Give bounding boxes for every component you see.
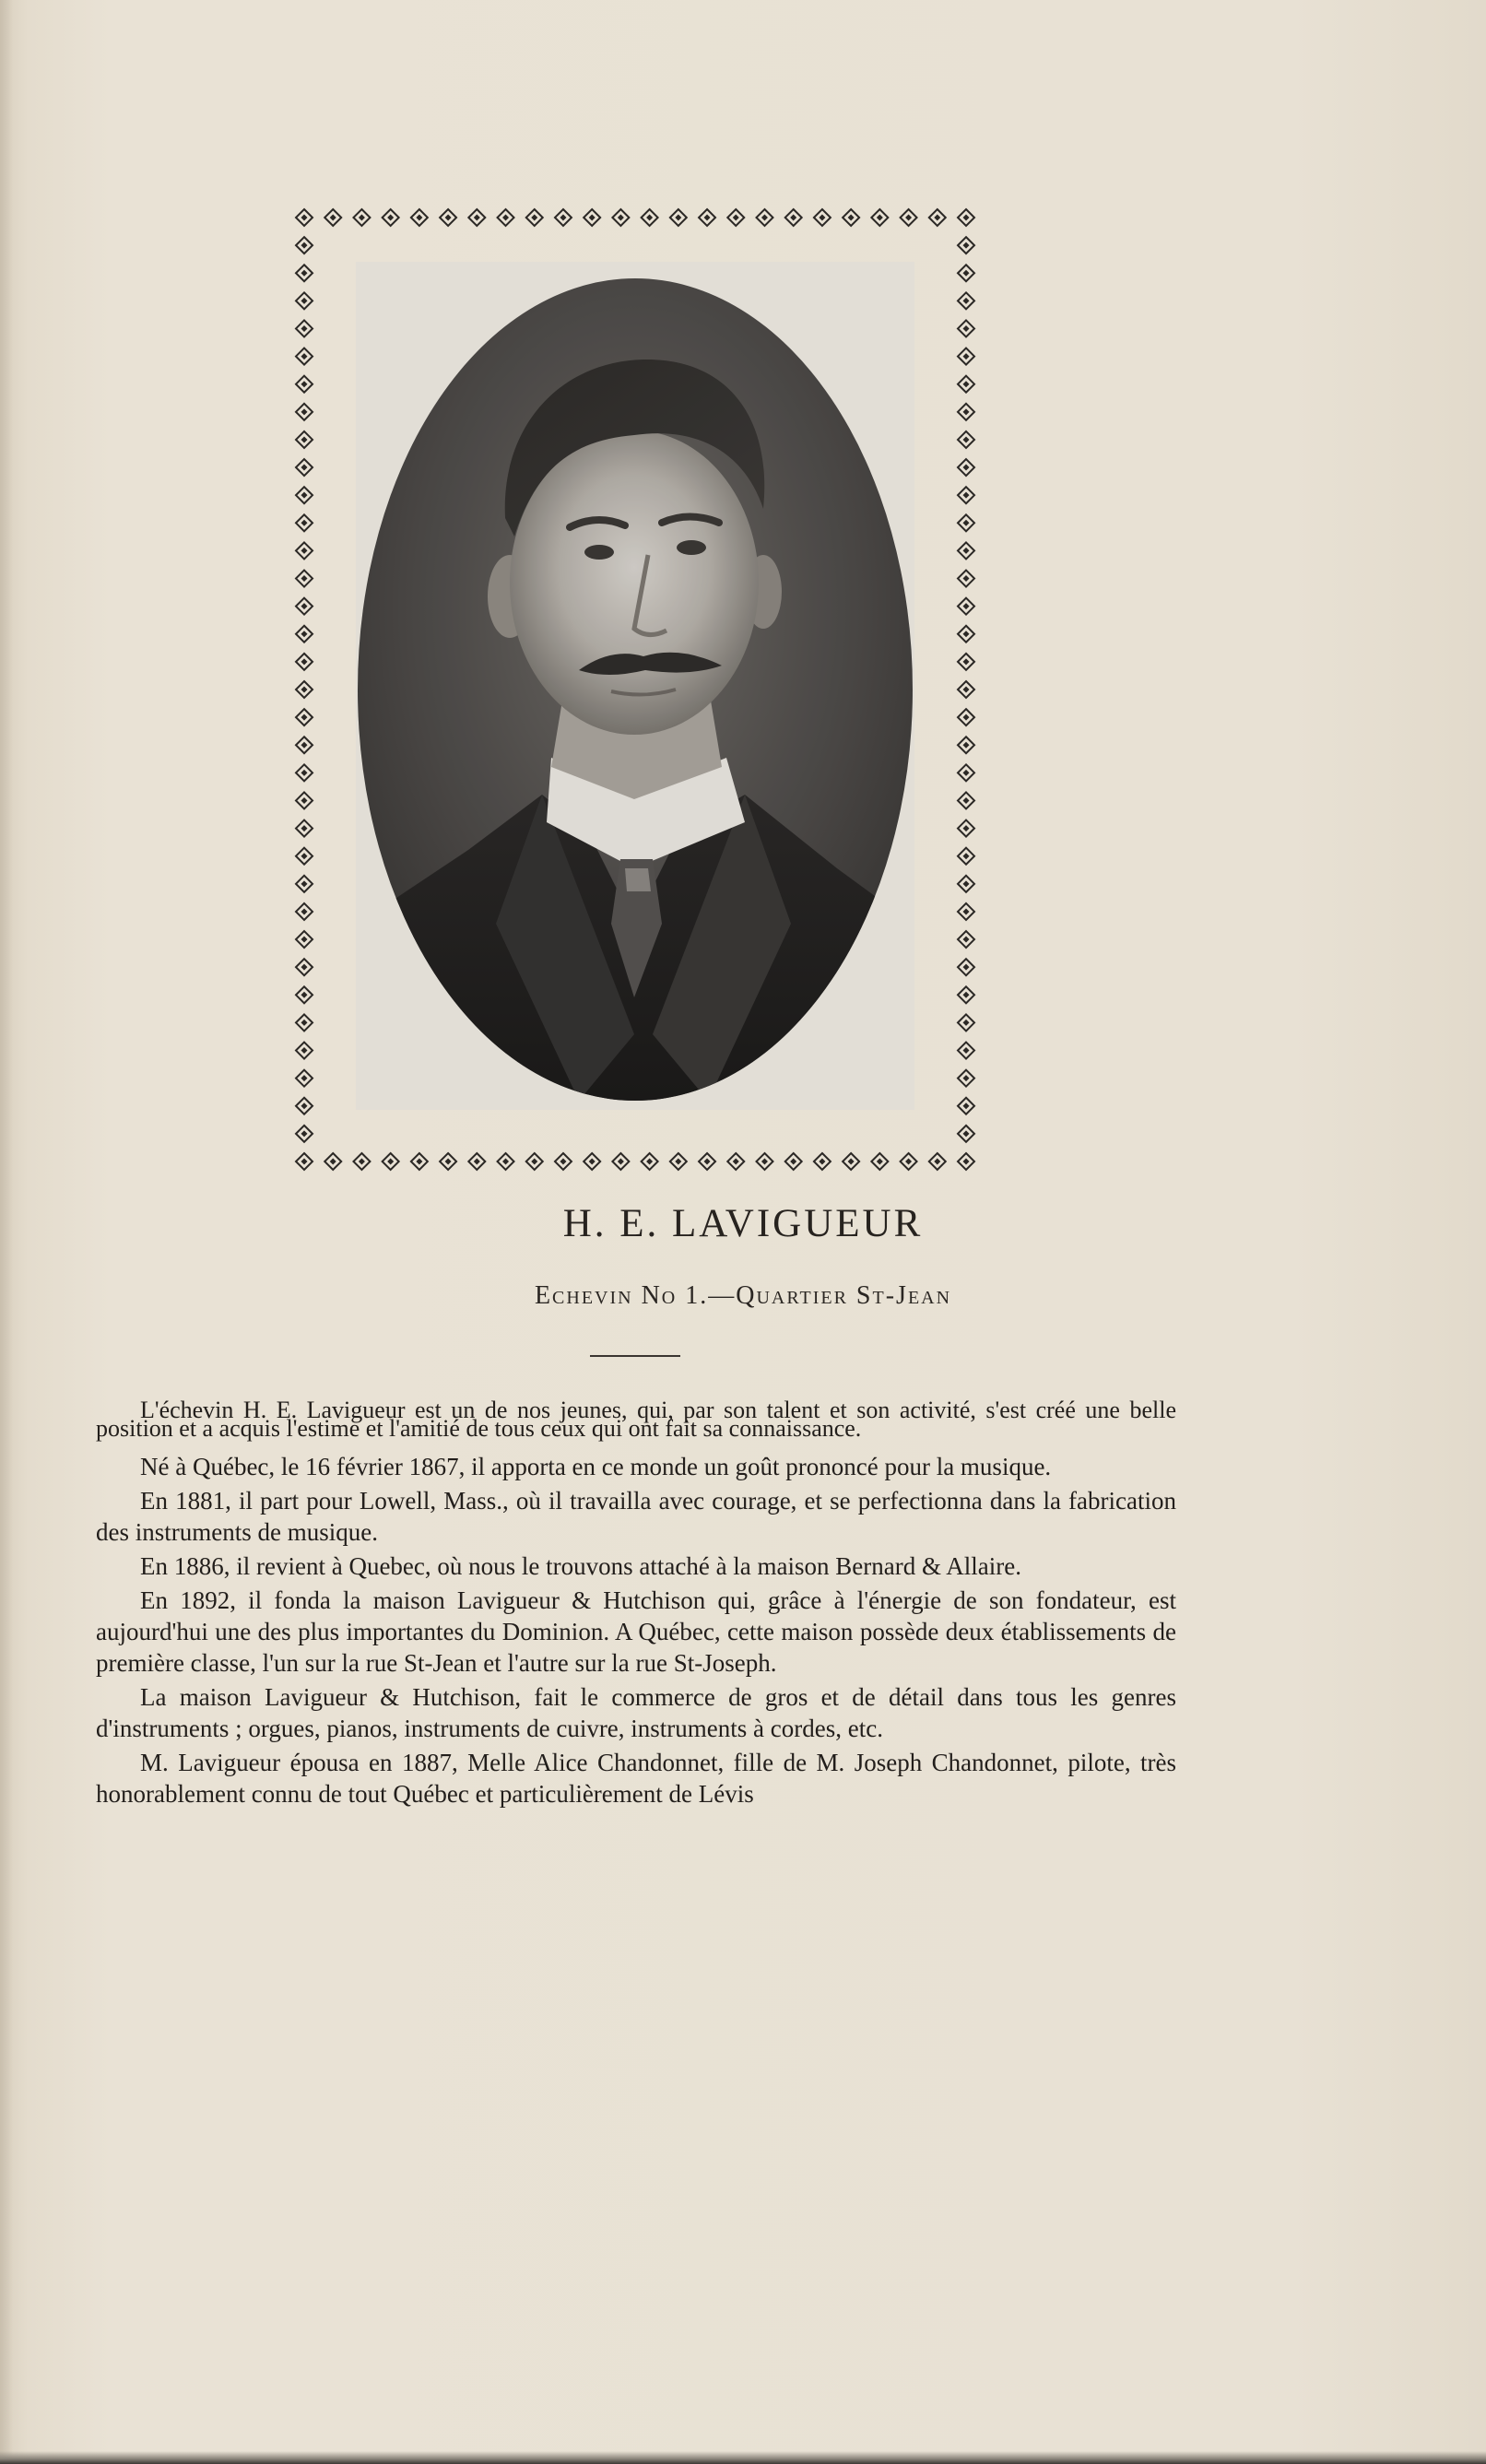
border-diamond [727, 209, 744, 226]
border-diamond [296, 959, 313, 975]
border-diamond [296, 986, 313, 1003]
border-diamond [958, 571, 974, 587]
border-diamond [958, 959, 974, 975]
border-diamond [498, 209, 514, 226]
border-diamond [958, 1070, 974, 1087]
border-diamond [929, 209, 946, 226]
border-diamond [296, 209, 313, 226]
border-diamond [296, 348, 313, 365]
border-diamond [958, 848, 974, 865]
border-diamond [296, 1126, 313, 1142]
border-diamond [958, 320, 974, 336]
paragraph-6: La maison Lavigueur & Hutchison, fait le commerce de gros et de détail dans tous les genres d'instruments ; orgues, pianos, instruments de cuivre, instruments à cordes, etc. [96, 1683, 1176, 1742]
border-diamond [727, 1153, 744, 1170]
border-diamond [296, 876, 313, 892]
border-diamond [642, 209, 658, 226]
border-diamond [296, 487, 313, 503]
border-diamond [958, 542, 974, 559]
border-diamond [929, 1153, 946, 1170]
border-diamond [958, 764, 974, 781]
border-diamond [383, 209, 399, 226]
border-diamond [296, 626, 313, 643]
border-diamond [958, 903, 974, 920]
border-diamond [296, 265, 313, 281]
border-diamond [699, 1153, 715, 1170]
border-diamond [555, 1153, 572, 1170]
paragraph-1: L'échevin H. E. Lavigueur est un de nos jeunes, qui, par son talent et son activité, s'est créé une belle position et a acquis l'estime et l'amitié de tous ceux qui ont fait sa connaissance. [96, 1397, 1176, 1442]
border-diamond [958, 404, 974, 420]
border-diamond [498, 1153, 514, 1170]
page-subtitle: Echevin No 1.—Quartier St-Jean [534, 1281, 952, 1310]
border-diamond [958, 598, 974, 615]
border-diamond [296, 737, 313, 753]
border-diamond [958, 348, 974, 365]
border-diamond [296, 404, 313, 420]
border-diamond [383, 1153, 399, 1170]
border-diamond [526, 1153, 543, 1170]
border-diamond [296, 1070, 313, 1087]
divider [590, 1355, 680, 1357]
border-diamond [353, 209, 370, 226]
border-diamond [296, 1043, 313, 1059]
border-diamond [958, 431, 974, 448]
border-diamond [612, 1153, 629, 1170]
border-diamond [958, 209, 974, 226]
border-diamond [958, 931, 974, 948]
border-diamond [411, 1153, 428, 1170]
border-diamond [670, 1153, 687, 1170]
paragraph-3: En 1881, il part pour Lowell, Mass., où il travailla avec courage, et se perfectionna dans la fabrication des instruments de musique. [96, 1487, 1176, 1546]
border-diamond [296, 654, 313, 670]
border-diamond [958, 514, 974, 531]
border-diamond [958, 681, 974, 698]
border-diamond [871, 209, 888, 226]
border-diamond [296, 571, 313, 587]
border-diamond [901, 209, 917, 226]
border-diamond [958, 876, 974, 892]
border-diamond [958, 1098, 974, 1114]
portrait-frame [293, 206, 977, 1173]
border-diamond [843, 209, 859, 226]
page-bottom-edge [0, 2451, 1486, 2464]
border-diamond [296, 820, 313, 837]
border-diamond [468, 1153, 485, 1170]
border-diamond [296, 764, 313, 781]
border-diamond [699, 209, 715, 226]
paragraph-2: Né à Québec, le 16 février 1867, il apporta en ce monde un goût prononcé pour la musique. [140, 1453, 1052, 1480]
border-diamond [296, 903, 313, 920]
border-diamond [296, 1098, 313, 1114]
border-diamond [958, 459, 974, 476]
border-diamond [296, 1153, 313, 1170]
border-diamond [296, 292, 313, 309]
border-diamond [871, 1153, 888, 1170]
paragraph-4: En 1886, il revient à Quebec, où nous le trouvons attaché à la maison Bernard & Allaire. [140, 1552, 1021, 1580]
border-diamond [440, 209, 456, 226]
border-diamond [843, 1153, 859, 1170]
border-diamond [958, 487, 974, 503]
border-diamond [296, 376, 313, 393]
portrait-photo [358, 278, 913, 1101]
border-diamond [440, 1153, 456, 1170]
border-diamond [296, 848, 313, 865]
article-body [96, 1392, 1176, 1812]
border-diamond [958, 820, 974, 837]
border-diamond [756, 209, 772, 226]
border-diamond [612, 209, 629, 226]
border-diamond [958, 1126, 974, 1142]
border-diamond [958, 792, 974, 808]
border-diamond [296, 931, 313, 948]
border-diamond [353, 1153, 370, 1170]
border-diamond [958, 737, 974, 753]
border-diamond [958, 626, 974, 643]
border-diamond [958, 709, 974, 725]
border-diamond [958, 292, 974, 309]
border-diamond [958, 1014, 974, 1031]
border-diamond [958, 376, 974, 393]
border-diamond [958, 986, 974, 1003]
border-diamond [584, 1153, 600, 1170]
border-diamond [584, 209, 600, 226]
border-diamond [296, 514, 313, 531]
border-diamond [526, 209, 543, 226]
border-diamond [296, 431, 313, 448]
border-diamond [642, 1153, 658, 1170]
border-diamond [958, 237, 974, 253]
border-diamond [296, 320, 313, 336]
border-diamond [296, 681, 313, 698]
border-diamond [958, 654, 974, 670]
border-diamond [296, 237, 313, 253]
paragraph-7: M. Lavigueur épousa en 1887, Melle Alice Chandonnet, fille de M. Joseph Chandonnet, pilote, très honorablement connu de tout Québec et particulièrement de Lévis [96, 1749, 1176, 1808]
border-diamond [296, 542, 313, 559]
border-diamond [555, 209, 572, 226]
border-diamond [468, 209, 485, 226]
border-diamond [296, 598, 313, 615]
border-diamond [296, 1014, 313, 1031]
border-diamond [785, 1153, 802, 1170]
border-diamond [324, 209, 341, 226]
page-title: H. E. LAVIGUEUR [562, 1202, 924, 1245]
border-diamond [958, 265, 974, 281]
border-diamond [814, 1153, 831, 1170]
border-diamond [324, 1153, 341, 1170]
border-diamond [296, 709, 313, 725]
border-diamond [958, 1043, 974, 1059]
border-diamond [958, 1153, 974, 1170]
border-diamond [901, 1153, 917, 1170]
border-diamond [296, 792, 313, 808]
border-diamond [785, 209, 802, 226]
border-diamond [670, 209, 687, 226]
paragraph-5: En 1892, il fonda la maison Lavigueur & Hutchison qui, grâce à l'énergie de son fondateur, est aujourd'hui une des plus importantes du Dominion. A Québec, cette maison possède deux établissements de première classe, l'un sur la rue St-Jean et l'autre sur la rue St-Joseph. [96, 1586, 1176, 1677]
border-diamond [756, 1153, 772, 1170]
border-diamond [814, 209, 831, 226]
border-diamond [411, 209, 428, 226]
border-diamond [296, 459, 313, 476]
